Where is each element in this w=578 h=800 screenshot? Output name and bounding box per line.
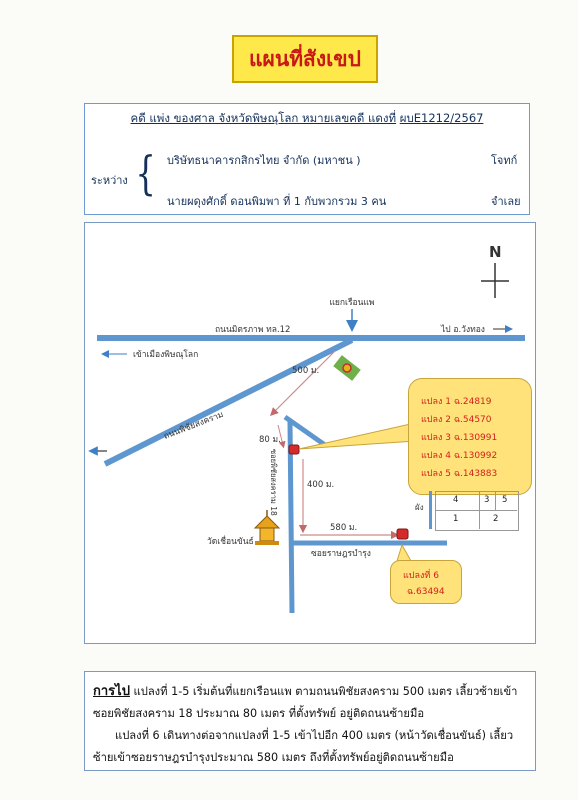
case-header bbox=[85, 110, 529, 128]
lot-grid-road-label: ผัง bbox=[415, 503, 424, 512]
plot-3-label: แปลง 3 ฉ.130991 bbox=[421, 433, 498, 443]
lot-cell-1: 1 bbox=[453, 514, 459, 524]
soi-ratsadon-label: ซอยราษฎรบำรุง bbox=[311, 549, 371, 559]
main-road-label: ถนนมิตรภาพ ทล.12 bbox=[215, 325, 291, 335]
lot-grid bbox=[415, 491, 517, 529]
directions-line-3: แปลงที่ 6 เดินทางต่อจากแปลงที่ 1-5 เข้าไปอีก 400 เมตร (หน้าวัดเชื่อนขันธ์) เลี้ยว bbox=[115, 729, 514, 742]
plot-6-marker bbox=[397, 529, 408, 539]
plot-6-callout bbox=[390, 560, 462, 604]
phichai-road-label: ถนนพิชัยสงคราม bbox=[162, 409, 225, 442]
plots-1-5-callout bbox=[408, 378, 532, 495]
directions-line-2: ซอยพิชัยสงคราม 18 ประมาณ 80 เมตร ที่ตั้งทรัพย์ อยู่ติดถนนซ้ายมือ bbox=[93, 707, 425, 720]
route-500m bbox=[273, 351, 335, 413]
distance-80-label: 80 ม. bbox=[259, 435, 281, 445]
plot-1-5-marker bbox=[289, 445, 299, 454]
distance-580-label: 580 ม. bbox=[330, 523, 358, 533]
lot-cell-2: 2 bbox=[493, 514, 499, 524]
plaintiff-name: บริษัทธนาคารกสิกรไทย จำกัด (มหาชน ) bbox=[167, 154, 361, 167]
plot-1-label: แปลง 1 ฉ.24819 bbox=[421, 397, 492, 407]
plot-5-label: แปลง 5 ฉ.143883 bbox=[421, 469, 498, 479]
between-label: ระหว่าง bbox=[91, 174, 128, 187]
case-number: ผบE1212/2567 bbox=[399, 111, 484, 125]
plot-6-deed-label: ฉ.63494 bbox=[407, 587, 445, 597]
defendant-role: จำเลย bbox=[491, 195, 521, 208]
map-panel bbox=[84, 222, 536, 644]
plot-4-label: แปลง 4 ฉ.130992 bbox=[421, 451, 498, 461]
plaintiff-role: โจทก์ bbox=[491, 154, 518, 167]
intersection-label: แยกเรือนแพ bbox=[329, 298, 375, 308]
defendant-name: นายผดุงศักดิ์ ดอนพิมพา ที่ 1 กับพวกรวม 3 คน bbox=[167, 195, 387, 208]
north-label: N bbox=[489, 243, 502, 261]
plot-6-label: แปลงที่ 6 bbox=[403, 571, 439, 581]
directions-line-1: แปลงที่ 1-5 เริ่มต้นที่แยกเรือนแพ ตามถนนพิชัยสงคราม 500 เมตร เลี้ยวซ้ายเข้า bbox=[133, 685, 518, 698]
temple-label: วัดเชื่อนขันธ์ bbox=[207, 537, 254, 547]
directions-line-4: ซ้ายเข้าซอยราษฎรบำรุงประมาณ 580 เมตร ถึงที่ตั้งทรัพย์อยู่ติดถนนซ้ายมือ bbox=[93, 751, 454, 764]
lot-cell-5: 5 bbox=[502, 495, 508, 505]
lot-cell-3: 3 bbox=[484, 495, 490, 505]
plot-2-label: แปลง 2 ฉ.54570 bbox=[421, 415, 492, 425]
lot-cell-4: 4 bbox=[453, 495, 459, 505]
case-header-prefix: คดี แพ่ง ของศาล จังหวัดพิษณุโลก หมายเลขคดี แดงที่ bbox=[130, 111, 397, 125]
directions-heading: การไป bbox=[93, 684, 130, 699]
case-info-box bbox=[84, 103, 530, 215]
to-wang-thong-label: ไป อ.วังทอง bbox=[441, 325, 485, 335]
page-title: แผนที่สังเขป bbox=[232, 35, 378, 83]
to-city-label: เข้าเมืองพิษณุโลก bbox=[133, 350, 199, 360]
directions-box bbox=[84, 671, 536, 771]
distance-400-label: 400 ม. bbox=[307, 480, 335, 490]
brace-glyph: { bbox=[135, 146, 156, 200]
distance-500-label: 500 ม. bbox=[292, 366, 320, 376]
soi-18-label: ซอยพิชัยสงคราม 18 bbox=[269, 449, 278, 516]
